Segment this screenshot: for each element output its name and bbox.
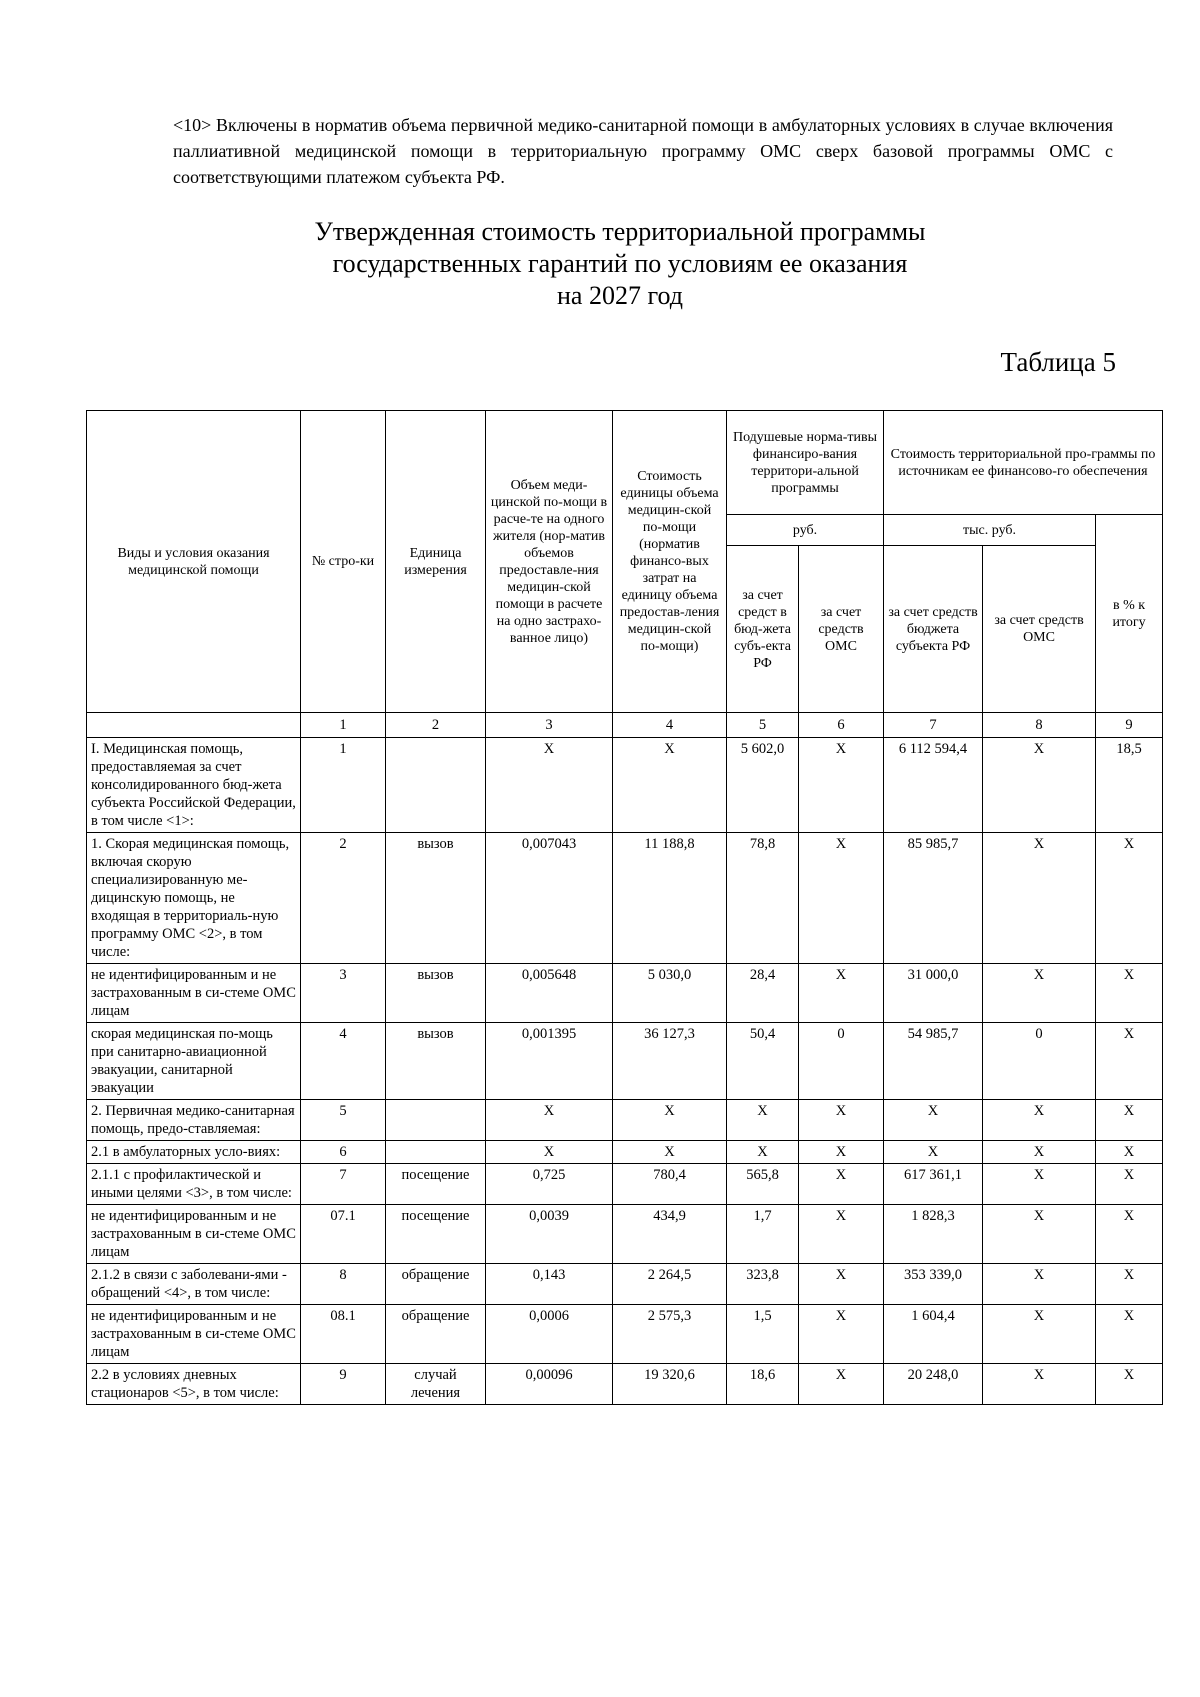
row-total-oms: X [983, 1141, 1096, 1164]
column-number: 6 [799, 713, 884, 738]
row-unit-cost: X [613, 1100, 727, 1141]
row-total-oms: X [983, 1364, 1096, 1405]
row-label: 2.1.1 с профилактической и иными целями <3>, в том числе: [87, 1164, 301, 1205]
row-percapita-budget: X [727, 1141, 799, 1164]
header-unit-thousand-rub: тыс. руб. [884, 515, 1096, 546]
row-volume: 0,005648 [486, 964, 613, 1023]
header-oms-total: за счет средств ОМС [983, 546, 1096, 713]
row-percent: X [1096, 1305, 1163, 1364]
row-total-budget: X [884, 1141, 983, 1164]
title-line-3: на 2027 год [557, 281, 683, 310]
header-total-group: Стоимость территориальной про-граммы по источникам ее финансово-го обеспечения [884, 411, 1163, 515]
row-volume: X [486, 1100, 613, 1141]
row-unit-cost: 434,9 [613, 1205, 727, 1264]
column-number: 2 [386, 713, 486, 738]
cost-table [86, 410, 1163, 1405]
column-number: 8 [983, 713, 1096, 738]
row-percapita-budget: 323,8 [727, 1264, 799, 1305]
row-volume: 0,001395 [486, 1023, 613, 1100]
row-volume: 0,00096 [486, 1364, 613, 1405]
row-number: 07.1 [301, 1205, 386, 1264]
row-percapita-budget: 565,8 [727, 1164, 799, 1205]
row-percapita-oms: X [799, 1264, 884, 1305]
table-row [87, 1141, 1163, 1164]
row-total-budget: 31 000,0 [884, 964, 983, 1023]
row-number: 2 [301, 833, 386, 964]
row-unit: вызов [386, 833, 486, 964]
row-percent: 18,5 [1096, 738, 1163, 833]
row-label: не идентифицированным и не застрахованным в си-стеме ОМС лицам [87, 1305, 301, 1364]
row-unit-cost: 5 030,0 [613, 964, 727, 1023]
row-total-budget: 20 248,0 [884, 1364, 983, 1405]
row-total-oms: 0 [983, 1023, 1096, 1100]
row-volume: 0,143 [486, 1264, 613, 1305]
row-percent: X [1096, 1205, 1163, 1264]
row-unit-cost: 2 264,5 [613, 1264, 727, 1305]
row-total-oms: X [983, 1264, 1096, 1305]
row-unit: посещение [386, 1164, 486, 1205]
row-unit [386, 1100, 486, 1141]
row-unit-cost: 2 575,3 [613, 1305, 727, 1364]
row-unit-cost: 19 320,6 [613, 1364, 727, 1405]
table-label: Таблица 5 [1000, 347, 1116, 377]
title-line-1: Утвержденная стоимость территориальной программы [314, 217, 926, 246]
row-unit: обращение [386, 1305, 486, 1364]
table-row [87, 738, 1163, 833]
row-number: 08.1 [301, 1305, 386, 1364]
row-total-oms: X [983, 738, 1096, 833]
row-unit: вызов [386, 964, 486, 1023]
row-percapita-oms: X [799, 1205, 884, 1264]
row-percent: X [1096, 1023, 1163, 1100]
table-body [87, 738, 1163, 1405]
row-percapita-oms: X [799, 1141, 884, 1164]
header-unit-cost: Стоимость единицы объема медицин-ской по-мощи (норматив финансо-вых затрат на единицу объема предостав-ления медицин-ской по-мощи) [613, 411, 727, 713]
row-total-oms: X [983, 1100, 1096, 1141]
row-volume: 0,007043 [486, 833, 613, 964]
row-total-budget: 6 112 594,4 [884, 738, 983, 833]
table-row [87, 964, 1163, 1023]
header-budget-rf-percapita: за счет средст в бюд-жета субъ-екта РФ [727, 546, 799, 713]
row-percapita-oms: 0 [799, 1023, 884, 1100]
header-oms-percapita: за счет средств ОМС [799, 546, 884, 713]
row-volume: 0,0039 [486, 1205, 613, 1264]
row-unit-cost: 780,4 [613, 1164, 727, 1205]
row-label: 2. Первичная медико-санитарная помощь, предо-ставляемая: [87, 1100, 301, 1141]
row-label: скорая медицинская по-мощь при санитарно-авиационной эвакуации, санитарной эвакуации [87, 1023, 301, 1100]
row-number: 3 [301, 964, 386, 1023]
row-percent: X [1096, 1264, 1163, 1305]
row-percent: X [1096, 1364, 1163, 1405]
row-total-oms: X [983, 1305, 1096, 1364]
row-total-oms: X [983, 1164, 1096, 1205]
row-label: 2.1 в амбулаторных усло-виях: [87, 1141, 301, 1164]
row-label: 2.1.2 в связи с заболевани-ями - обращений <4>, в том числе: [87, 1264, 301, 1305]
row-total-budget: 353 339,0 [884, 1264, 983, 1305]
row-total-budget: 1 828,3 [884, 1205, 983, 1264]
column-number [87, 713, 301, 738]
row-unit-cost: 36 127,3 [613, 1023, 727, 1100]
row-percapita-oms: X [799, 833, 884, 964]
row-percent: X [1096, 833, 1163, 964]
row-unit: посещение [386, 1205, 486, 1264]
row-percapita-oms: X [799, 1164, 884, 1205]
table-row [87, 1164, 1163, 1205]
row-unit-cost: X [613, 738, 727, 833]
row-label: 2.2 в условиях дневных стационаров <5>, в том числе: [87, 1364, 301, 1405]
table-row [87, 1100, 1163, 1141]
row-unit: вызов [386, 1023, 486, 1100]
row-label: 1. Скорая медицинская помощь, включая скорую специализированную ме-дицинскую помощь, не входящая в территориаль-ную программу ОМС <2>, в том числе: [87, 833, 301, 964]
table-row [87, 1023, 1163, 1100]
footnote-text: <10> Включены в норматив объема первичной медико-санитарной помощи в амбулаторных условиях в случае включения паллиативной медицинской помощи в территориальную программу ОМС сверх базовой программы ОМС с соответствующими платежом субъекта РФ. [173, 115, 1113, 187]
row-number: 9 [301, 1364, 386, 1405]
row-percapita-budget: 78,8 [727, 833, 799, 964]
row-total-oms: X [983, 964, 1096, 1023]
row-percapita-budget: X [727, 1100, 799, 1141]
row-percapita-oms: X [799, 1305, 884, 1364]
row-total-oms: X [983, 1205, 1096, 1264]
row-volume: X [486, 1141, 613, 1164]
header-volume: Объем меди-цинской по-мощи в расче-те на одного жителя (нор-матив объемов предоставле-ния медицин-ской помощи в расчете на одно застрахо-ванное лицо) [486, 411, 613, 713]
row-percent: X [1096, 1100, 1163, 1141]
row-unit-cost: 11 188,8 [613, 833, 727, 964]
column-number: 9 [1096, 713, 1163, 738]
row-percent: X [1096, 1164, 1163, 1205]
row-number: 7 [301, 1164, 386, 1205]
row-label: I. Медицинская помощь, предоставляемая за счет консолидированного бюд-жета субъекта Российской Федерации, в том числе <1>: [87, 738, 301, 833]
column-number: 4 [613, 713, 727, 738]
row-unit: случай лечения [386, 1364, 486, 1405]
row-number: 6 [301, 1141, 386, 1164]
row-total-budget: X [884, 1100, 983, 1141]
row-volume: 0,725 [486, 1164, 613, 1205]
row-number: 5 [301, 1100, 386, 1141]
document-title [100, 216, 1140, 312]
header-percapita-group: Подушевые норма-тивы финансиро-вания территори-альной программы [727, 411, 884, 515]
table-row [87, 1364, 1163, 1405]
row-percapita-budget: 1,7 [727, 1205, 799, 1264]
column-number: 1 [301, 713, 386, 738]
row-number: 1 [301, 738, 386, 833]
row-total-budget: 54 985,7 [884, 1023, 983, 1100]
row-percapita-budget: 28,4 [727, 964, 799, 1023]
row-total-budget: 617 361,1 [884, 1164, 983, 1205]
table-row [87, 1264, 1163, 1305]
row-volume: 0,0006 [486, 1305, 613, 1364]
row-total-budget: 85 985,7 [884, 833, 983, 964]
row-percapita-oms: X [799, 1100, 884, 1141]
row-percapita-budget: 50,4 [727, 1023, 799, 1100]
column-number-row [87, 713, 1163, 738]
column-number: 5 [727, 713, 799, 738]
column-number: 3 [486, 713, 613, 738]
table-row [87, 833, 1163, 964]
row-percapita-oms: X [799, 738, 884, 833]
row-number: 4 [301, 1023, 386, 1100]
row-unit [386, 1141, 486, 1164]
row-label: не идентифицированным и не застрахованным в си-стеме ОМС лицам [87, 964, 301, 1023]
row-unit-cost: X [613, 1141, 727, 1164]
row-volume: X [486, 738, 613, 833]
table-row [87, 1305, 1163, 1364]
row-total-oms: X [983, 833, 1096, 964]
row-percapita-oms: X [799, 964, 884, 1023]
header-budget-rf-total: за счет средств бюджета субъекта РФ [884, 546, 983, 713]
column-number: 7 [884, 713, 983, 738]
row-percent: X [1096, 1141, 1163, 1164]
header-rownum: № стро-ки [301, 411, 386, 713]
row-label: не идентифицированным и не застрахованным в си-стеме ОМС лицам [87, 1205, 301, 1264]
row-unit [386, 738, 486, 833]
row-percapita-budget: 18,6 [727, 1364, 799, 1405]
title-line-2: государственных гарантий по условиям ее оказания [332, 249, 908, 278]
row-percapita-oms: X [799, 1364, 884, 1405]
row-number: 8 [301, 1264, 386, 1305]
header-unit: Единица измерения [386, 411, 486, 713]
header-type: Виды и условия оказания медицинской помощи [87, 411, 301, 713]
header-unit-rub: руб. [727, 515, 884, 546]
row-percapita-budget: 5 602,0 [727, 738, 799, 833]
row-total-budget: 1 604,4 [884, 1305, 983, 1364]
table-row [87, 1205, 1163, 1264]
header-percent: в % к итогу [1096, 515, 1163, 713]
row-unit: обращение [386, 1264, 486, 1305]
table-header [87, 411, 1163, 738]
row-percent: X [1096, 964, 1163, 1023]
row-percapita-budget: 1,5 [727, 1305, 799, 1364]
